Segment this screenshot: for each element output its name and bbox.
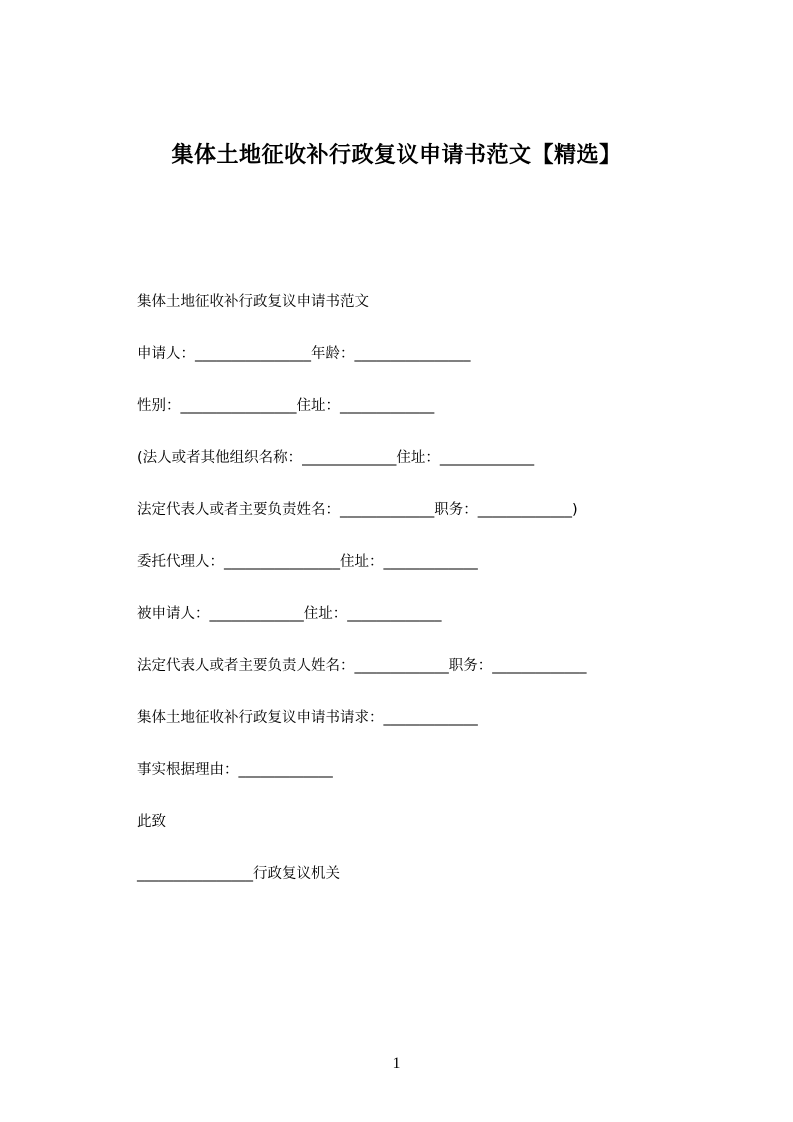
facts-reasons-line: 事实根据理由：_____________ <box>137 762 333 778</box>
legal-representative-position-line: 法定代表人或者主要负责姓名：_____________职务：_____________) <box>137 502 578 518</box>
salutation-line: 此致 <box>137 814 166 830</box>
gender-address-line: 性别：________________住址：_____________ <box>137 398 435 414</box>
respondent-representative-position-line: 法定代表人或者主要负责人姓名：_____________职务：_____________ <box>137 658 587 674</box>
organization-address-line: (法人或者其他组织名称：_____________住址：_____________ <box>137 450 535 466</box>
request-line: 集体土地征收补行政复议申请书请求：_____________ <box>137 710 478 726</box>
page-number: 1 <box>392 1055 401 1072</box>
applicant-age-line: 申请人：________________年龄：________________ <box>137 346 471 362</box>
document-body <box>137 289 697 913</box>
document-title: 集体土地征收补行政复议申请书范文【精选】 <box>171 143 622 168</box>
subtitle-line: 集体土地征收补行政复议申请书范文 <box>137 294 369 310</box>
review-authority-line: ________________行政复议机关 <box>137 866 340 882</box>
agent-address-line: 委托代理人：________________住址：_____________ <box>137 554 478 570</box>
respondent-address-line: 被申请人：_____________住址：_____________ <box>137 606 442 622</box>
